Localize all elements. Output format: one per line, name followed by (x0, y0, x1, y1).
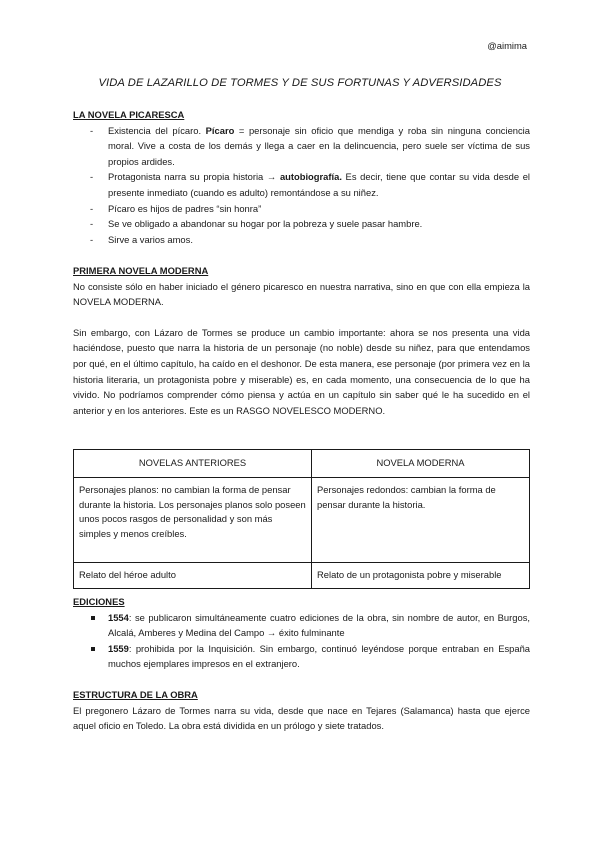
item-bold: 1559 (108, 642, 129, 654)
ediciones-list (73, 610, 530, 672)
picaresca-list (73, 123, 530, 248)
item-bold: autobiografía. (279, 171, 342, 183)
comparison-table-wrapper (73, 449, 530, 589)
section-heading: ESTRUCTURA DE LA OBRA (73, 689, 198, 700)
table-cell: Relato de un protagonista pobre y miserable (312, 562, 530, 588)
paragraph: No consiste sólo en haber iniciado el género picaresco en nuestra narrativa, sino en que con ella empieza la NOVELA MODERNA. (73, 280, 530, 308)
list-item (73, 169, 530, 200)
section-heading: PRIMERA NOVELA MODERNA (73, 265, 209, 276)
item-text: Se ve obligado a abandonar su hogar por la pobreza y suele pasar hambre. (108, 218, 423, 230)
table-cell: Relato del héroe adulto (74, 562, 312, 588)
table-row (74, 477, 530, 562)
comparison-table (73, 449, 530, 589)
item-text: : prohibida por la Inquisición. Sin embargo, continuó leyéndose porque entraban en España muchos ejemplares impresos en el extranjero. (108, 642, 530, 670)
section-estructura (73, 687, 530, 734)
paragraph: Sin embargo, con Lázaro de Tormes se produce un cambio importante: ahora se nos presenta una vida haciéndose, puesto que narra la historia de un personaje (no noble) desde su niñez, para que entendamos por qué, en el último capítulo, ha caído en el deshonor. De esta manera, ese personaje (por primera vez en la historia literaria, un protagonista pobre y miserable) es, en cada momento, una consecuencia de lo que ha vivido. No podríamos comprender cómo piensa y actúa en un capítulo sin saber qué le ha sucedido en el anterior y en los anteriores. Este es un RASGO NOVELESCO MODERNO. (73, 326, 530, 416)
section-novela-picaresca (73, 107, 530, 247)
list-item (73, 123, 530, 170)
list-item (73, 610, 530, 641)
item-bold: 1554 (108, 611, 129, 623)
table-header-row (74, 450, 530, 478)
item-text: = personaje sin oficio que mendiga y roba sin ninguna conciencia moral. Vive a costa de los demás y llega a caer en la delincuencia, pero suele ser víctima de sus propios ardides. (108, 124, 530, 167)
item-text: Pícaro es hijos de padres “sin honra” (108, 202, 262, 214)
table-row (74, 562, 530, 588)
item-bold: Pícaro (205, 124, 235, 136)
list-item (73, 641, 530, 672)
section-primera-novela (73, 263, 530, 418)
list-item (73, 201, 530, 217)
paragraph: El pregonero Lázaro de Tormes narra su vida, desde que nace en Tejares (Salamanca) hasta que ejerce aquel oficio en Toledo. La obra está dividida en un prólogo y siete tratados. (73, 704, 530, 732)
section-heading: EDICIONES (73, 596, 125, 607)
item-text: Protagonista narra su propia historia → (108, 171, 280, 183)
item-text: Sirve a varios amos. (108, 233, 193, 245)
item-text: Existencia del pícaro. (108, 124, 206, 136)
section-heading: LA NOVELA PICARESCA (73, 109, 185, 120)
author-handle: @aimima (487, 40, 527, 51)
list-item (73, 232, 530, 248)
table-cell: Personajes redondos: cambian la forma de pensar durante la historia. (312, 477, 530, 562)
table-cell: Personajes planos: no cambian la forma de pensar durante la historia. Los personajes planos solo poseen unos pocos rasgos de personalidad y son más simples y menos creíbles. (74, 477, 312, 562)
table-header: NOVELA MODERNA (312, 450, 530, 478)
section-ediciones (73, 594, 530, 672)
item-text: Es decir, tiene que contar su vida desde el presente inmediato (cuando es adulto) remontándose a su niñez. (108, 171, 530, 198)
table-header: NOVELAS ANTERIORES (74, 450, 312, 478)
document-title: VIDA DE LAZARILLO DE TORMES Y DE SUS FORTUNAS Y ADVERSIDADES (98, 77, 502, 89)
item-text: : se publicaron simultáneamente cuatro ediciones de la obra, sin nombre de autor, en Burgos, Alcalá, Amberes y Medina del Campo → éxito fulminante (108, 611, 530, 639)
list-item (73, 216, 530, 232)
